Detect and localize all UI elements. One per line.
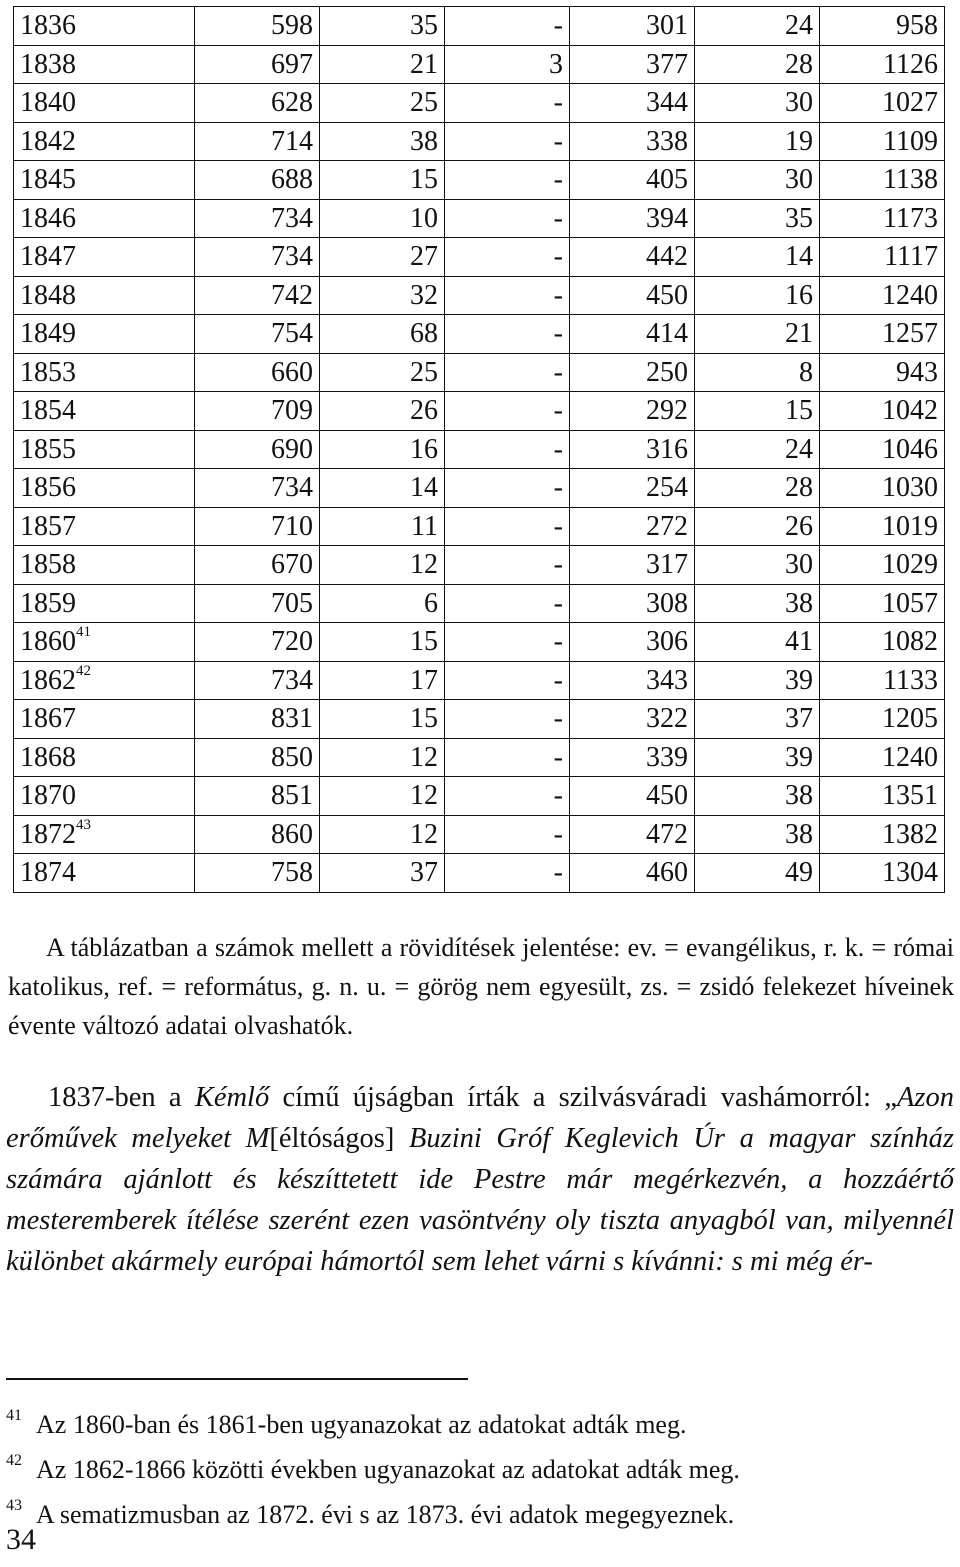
year-cell [14,738,195,777]
table-row [14,700,945,739]
value-cell: 339 [570,738,695,777]
value-cell: 301 [570,7,695,46]
value-cell: 734 [195,238,320,277]
footnote-marker: 41 [76,624,91,640]
footnote-43 [6,1488,954,1533]
value-cell: 850 [195,738,320,777]
value-cell: - [445,122,570,161]
table-row [14,777,945,816]
year-cell [14,84,195,123]
value-cell: 831 [195,700,320,739]
value-cell: 688 [195,161,320,200]
year-value: 1838 [20,48,76,80]
year-cell [14,777,195,816]
year-cell [14,315,195,354]
value-cell: 1133 [820,661,945,700]
value-cell: 1109 [820,122,945,161]
value-cell: - [445,430,570,469]
year-cell [14,507,195,546]
year-cell [14,854,195,893]
value-cell: 414 [570,315,695,354]
year-cell [14,199,195,238]
table-row [14,738,945,777]
table-row [14,161,945,200]
table-row [14,315,945,354]
value-cell: 30 [695,84,820,123]
year-cell [14,353,195,392]
value-cell: - [445,161,570,200]
value-cell: 41 [695,623,820,662]
year-value: 1857 [20,510,76,542]
value-cell: 27 [320,238,445,277]
value-cell: 12 [320,815,445,854]
value-cell: - [445,546,570,585]
quote-text-1: Azon erőművek melyeket M [6,1082,954,1154]
value-cell: - [445,392,570,431]
year-cell [14,122,195,161]
value-cell: 37 [695,700,820,739]
value-cell: 377 [570,45,695,84]
table-note [8,928,954,1045]
year-cell [14,161,195,200]
year-cell [14,7,195,46]
value-cell: 1304 [820,854,945,893]
value-cell: 19 [695,122,820,161]
value-cell: 1042 [820,392,945,431]
value-cell: 39 [695,738,820,777]
value-cell: 628 [195,84,320,123]
value-cell: 338 [570,122,695,161]
value-cell: 21 [320,45,445,84]
value-cell: 460 [570,854,695,893]
value-cell: 24 [695,430,820,469]
footnote-text: Az 1862-1866 közötti években ugyanazokat az adatokat adták meg. [36,1455,740,1484]
table-row [14,392,945,431]
value-cell: 272 [570,507,695,546]
year-value: 1870 [20,780,76,811]
value-cell: 21 [695,315,820,354]
value-cell: 709 [195,392,320,431]
value-cell: - [445,353,570,392]
footnote-text: Az 1860-ban és 1861-ben ugyanazokat az adatokat adták meg. [36,1410,687,1439]
year-cell [14,392,195,431]
value-cell: 1057 [820,584,945,623]
value-cell: - [445,854,570,893]
value-cell: 12 [320,777,445,816]
value-cell: 344 [570,84,695,123]
page-number: 34 [6,1523,36,1556]
value-cell: 1046 [820,430,945,469]
value-cell: 25 [320,84,445,123]
statistics-table [13,6,945,893]
value-cell: 450 [570,276,695,315]
value-cell: 16 [320,430,445,469]
value-cell: 306 [570,623,695,662]
value-cell: - [445,584,570,623]
value-cell: 25 [320,353,445,392]
value-cell: 714 [195,122,320,161]
value-cell: 322 [570,700,695,739]
table-row [14,430,945,469]
value-cell: 8 [695,353,820,392]
value-cell: 394 [570,199,695,238]
value-cell: 690 [195,430,320,469]
year-cell [14,45,195,84]
value-cell: 1027 [820,84,945,123]
year-value: 1853 [20,356,76,388]
value-cell: - [445,469,570,508]
year-value: 1859 [20,587,76,619]
value-cell: 1173 [820,199,945,238]
value-cell: - [445,777,570,816]
year-cell [14,584,195,623]
value-cell: 734 [195,199,320,238]
value-cell: 758 [195,854,320,893]
year-value: 1849 [20,318,76,349]
value-cell: 24 [695,7,820,46]
value-cell: 15 [320,623,445,662]
year-value: 1854 [20,395,76,426]
year-value: 1840 [20,87,76,118]
value-cell: 250 [570,353,695,392]
year-cell [14,700,195,739]
year-value: 1858 [20,549,76,580]
table-row [14,469,945,508]
footnote-number: 41 [6,1407,22,1424]
value-cell: 720 [195,623,320,662]
statistics-table-body [14,7,945,893]
table-row [14,623,945,662]
value-cell: 292 [570,392,695,431]
value-cell: 35 [695,199,820,238]
value-cell: 1030 [820,469,945,508]
footnote-42 [6,1443,954,1488]
value-cell: 1240 [820,276,945,315]
value-cell: 26 [320,392,445,431]
value-cell: 670 [195,546,320,585]
table-row [14,238,945,277]
value-cell: 742 [195,276,320,315]
year-value: 1868 [20,741,76,773]
value-cell: 12 [320,546,445,585]
value-cell: 15 [695,392,820,431]
value-cell: 472 [570,815,695,854]
value-cell: 12 [320,738,445,777]
table-row [14,84,945,123]
value-cell: 254 [570,469,695,508]
value-cell: 26 [695,507,820,546]
value-cell: 705 [195,584,320,623]
value-cell: 16 [695,276,820,315]
value-cell: 6 [320,584,445,623]
value-cell: 35 [320,7,445,46]
value-cell: 958 [820,7,945,46]
table-row [14,854,945,893]
value-cell: 49 [695,854,820,893]
value-cell: 15 [320,700,445,739]
value-cell: - [445,238,570,277]
table-note-text: A táblázatban a számok mellett a rövidítések jelentése: ev. = evangélikus, r. k. = római katolikus, ref. = református, g. n. u. = görög nem egyesült, zs. = zsidó felekezet híveinek évente változó adatai olvashatók. [8,933,954,1040]
value-cell: 30 [695,546,820,585]
value-cell: - [445,7,570,46]
value-cell: 734 [195,469,320,508]
footnote-marker: 43 [76,816,91,833]
value-cell: 943 [820,353,945,392]
value-cell: 1126 [820,45,945,84]
paragraph-text-1: 1837-ben a [48,1082,195,1113]
value-cell: 3 [445,45,570,84]
value-cell: - [445,738,570,777]
value-cell: 1117 [820,238,945,277]
year-cell [14,815,195,854]
value-cell: 860 [195,815,320,854]
body-paragraph [6,1077,954,1282]
value-cell: 28 [695,45,820,84]
value-cell: 38 [695,815,820,854]
value-cell: 442 [570,238,695,277]
value-cell: 14 [695,238,820,277]
value-cell: 1029 [820,546,945,585]
value-cell: 734 [195,661,320,700]
year-value: 1842 [20,125,76,157]
year-cell [14,623,195,662]
value-cell: 39 [695,661,820,700]
value-cell: 308 [570,584,695,623]
value-cell: 405 [570,161,695,200]
table-row [14,122,945,161]
table-row [14,276,945,315]
year-value: 1856 [20,472,76,503]
year-value: 1874 [20,857,76,888]
table-row [14,507,945,546]
value-cell: 660 [195,353,320,392]
value-cell: 28 [695,469,820,508]
value-cell: 1382 [820,815,945,854]
value-cell: - [445,315,570,354]
value-cell: 32 [320,276,445,315]
year-cell [14,238,195,277]
value-cell: 11 [320,507,445,546]
value-cell: 851 [195,777,320,816]
value-cell: 1351 [820,777,945,816]
value-cell: - [445,700,570,739]
value-cell: 37 [320,854,445,893]
value-cell: 343 [570,661,695,700]
value-cell: 1019 [820,507,945,546]
table-row [14,546,945,585]
value-cell: 10 [320,199,445,238]
table-row [14,815,945,854]
year-value: 1872 [20,818,76,850]
footnote-41 [6,1398,954,1443]
value-cell: 38 [320,122,445,161]
value-cell: 1205 [820,700,945,739]
year-cell [14,469,195,508]
table-row [14,199,945,238]
value-cell: - [445,276,570,315]
footnote-text: A sematizmusban az 1872. évi s az 1873. évi adatok megegyeznek. [36,1500,735,1529]
value-cell: 316 [570,430,695,469]
value-cell: 1257 [820,315,945,354]
value-cell: 317 [570,546,695,585]
value-cell: 710 [195,507,320,546]
value-cell: - [445,507,570,546]
quote-text-2: Buzini Gróf Keglevich Úr a magyar színház számára ajánlott és készíttetett ide Pestre már megérkezvén, a hozzáértő mesteremberek ítélése szerént ezen vasöntvény oly tiszta anyagból van, milyennél különbet akármely európai hámortól sem lehet várni s kívánni: s mi még ér- [6,1123,955,1277]
value-cell: - [445,84,570,123]
newspaper-title: Kémlő [194,1082,270,1113]
value-cell: - [445,815,570,854]
value-cell: - [445,661,570,700]
footnote-separator [6,1378,468,1380]
value-cell: 450 [570,777,695,816]
value-cell: 68 [320,315,445,354]
table-row [14,584,945,623]
value-cell: 38 [695,584,820,623]
footnote-number: 42 [6,1452,22,1469]
table-row [14,661,945,700]
year-value: 1867 [20,703,76,734]
year-value: 1862 [20,664,76,696]
year-value: 1846 [20,202,76,234]
year-value: 1855 [20,433,76,465]
value-cell: 1082 [820,623,945,662]
year-value: 1860 [20,626,76,657]
value-cell: - [445,199,570,238]
year-value: 1847 [20,241,76,272]
table-row [14,7,945,46]
table-row [14,353,945,392]
year-cell [14,276,195,315]
value-cell: 17 [320,661,445,700]
paragraph-text-2: című újságban írták a szilvásváradi vashámorról: „ [269,1082,897,1113]
year-cell [14,430,195,469]
table-row [14,45,945,84]
year-value: 1836 [20,10,76,41]
year-cell [14,546,195,585]
value-cell: 38 [695,777,820,816]
value-cell: 598 [195,7,320,46]
value-cell: 754 [195,315,320,354]
value-cell: 15 [320,161,445,200]
year-value: 1845 [20,164,76,195]
year-value: 1848 [20,279,76,311]
editorial-insert: [éltóságos] [269,1123,409,1154]
value-cell: - [445,623,570,662]
value-cell: 30 [695,161,820,200]
value-cell: 14 [320,469,445,508]
year-cell [14,661,195,700]
footnote-number: 43 [6,1497,22,1514]
value-cell: 1240 [820,738,945,777]
value-cell: 1138 [820,161,945,200]
footnotes [6,1398,954,1533]
footnote-marker: 42 [76,662,91,679]
value-cell: 697 [195,45,320,84]
